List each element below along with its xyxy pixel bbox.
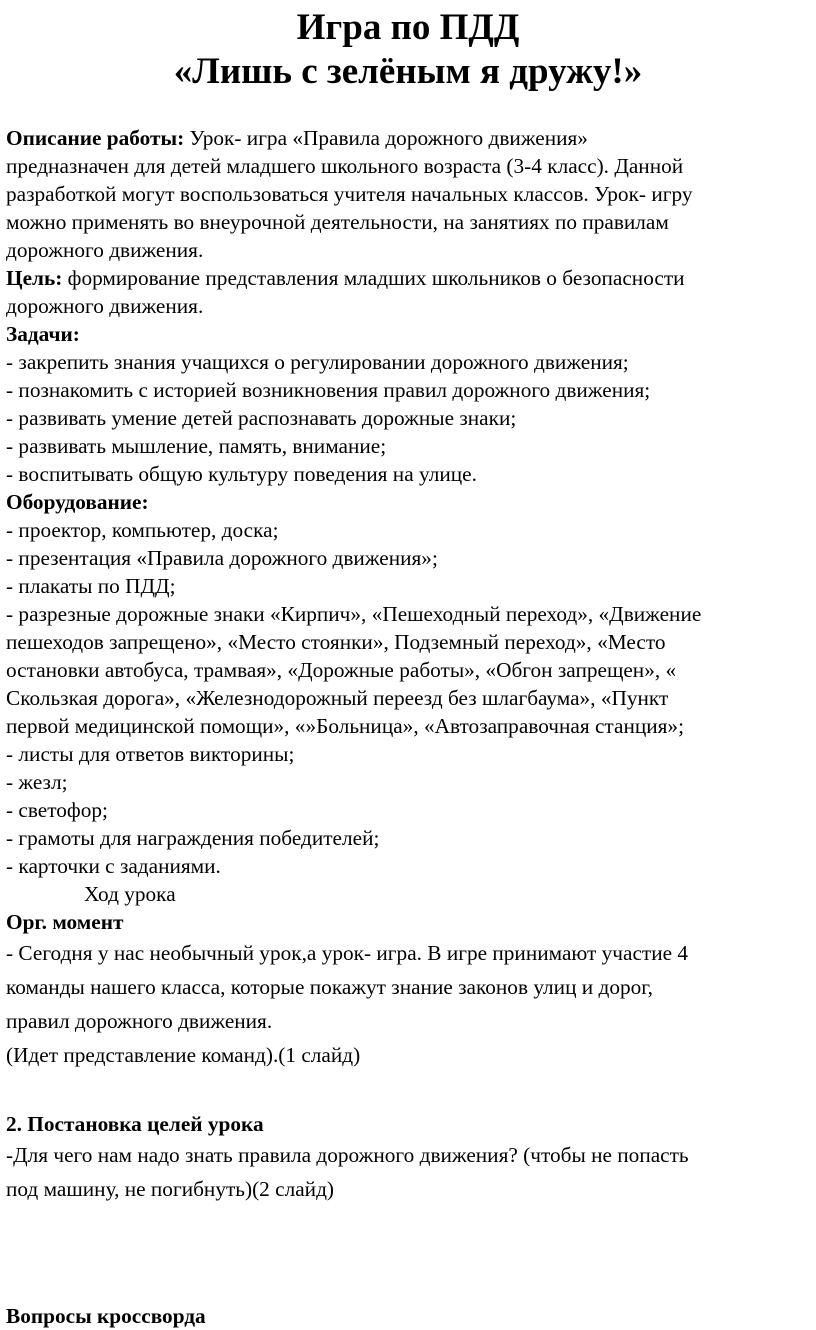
description-text: можно применять во внеурочной деятельности, на занятиях по правилам [6,210,669,234]
task-item: - развивать умение детей распознавать дорожные знаки; [6,406,517,430]
description-text: разработкой могут воспользоваться учителя начальных классов. Урок- игру [6,182,693,206]
equipment-item: - разрезные дорожные знаки «Кирпич», «Пешеходный переход», «Движение [6,602,702,626]
equipment-item: - светофор; [6,798,108,822]
goal-label: Цель: [6,266,63,290]
equipment-item: - грамоты для награждения победителей; [6,826,380,850]
goals-text: под машину, не погибнуть)(2 слайд) [6,1177,335,1201]
goals-heading: 2. Постановка целей урока [6,1112,264,1136]
goals-text: -Для чего нам надо знать правила дорожного движения? (чтобы не попасть [6,1143,689,1167]
description-text: дорожного движения. [6,238,204,262]
task-item: - развивать мышление, память, внимание; [6,434,387,458]
org-text: (Идет представление команд).(1 слайд) [6,1043,361,1067]
equipment-item: - листы для ответов викторины; [6,742,295,766]
lesson-course-heading: Ход урока [84,882,176,906]
paragraph-spacer [6,1206,812,1254]
equipment-item: - проектор, компьютер, доска; [6,518,279,542]
equipment-item: - жезл; [6,770,68,794]
goal-text: формирование представления младших школьников о безопасности [62,266,685,290]
task-item: - воспитывать общую культуру поведения на улице. [6,462,477,486]
org-text: - Сегодня у нас необычный урок,а урок- игра. В игре принимают участие 4 [6,941,689,965]
goal-paragraph-line [6,264,812,292]
equipment-item: - плакаты по ПДД; [6,574,176,598]
org-text: команды нашего класса, которые покажут знание законов улиц и дорог, [6,975,653,999]
equipment-item: Скользкая дорога», «Железнодорожный переезд без шлагбаума», «Пункт [6,686,669,710]
description-text: Урок- игра «Правила дорожного движения» [184,126,588,150]
tasks-heading: Задачи: [6,322,80,346]
task-item: - познакомить с историей возникновения правил дорожного движения; [6,378,651,402]
org-text: правил дорожного движения. [6,1009,273,1033]
document-title-line-1: Игра по ПДД [296,7,520,48]
paragraph-spacer [6,1254,812,1302]
task-item: - закрепить знания учащихся о регулировании дорожного движения; [6,350,629,374]
equipment-item: - карточки с заданиями. [6,854,221,878]
paragraph-spacer [6,1072,812,1110]
description-paragraph-line [6,124,812,152]
crossword-heading: Вопросы кроссворда [6,1304,206,1328]
document-title-line-2: «Лишь с зелёным я дружу!» [173,51,643,92]
equipment-item: первой медицинской помощи», «»Больница», «Автозаправочная станция»; [6,714,684,738]
org-heading: Орг. момент [6,910,124,934]
description-text: предназначен для детей младшего школьного возраста (3-4 класс). Данной [6,154,684,178]
equipment-item: - презентация «Правила дорожного движения»; [6,546,438,570]
description-label: Описание работы: [6,126,185,150]
equipment-item: пешеходов запрещено», «Место стоянки», Подземный переход», «Место [6,630,666,654]
equipment-heading: Оборудование: [6,490,149,514]
goal-text: дорожного движения. [6,294,204,318]
equipment-item: остановки автобуса, трамвая», «Дорожные работы», «Обгон запрещен», « [6,658,677,682]
document-body [6,124,812,1330]
